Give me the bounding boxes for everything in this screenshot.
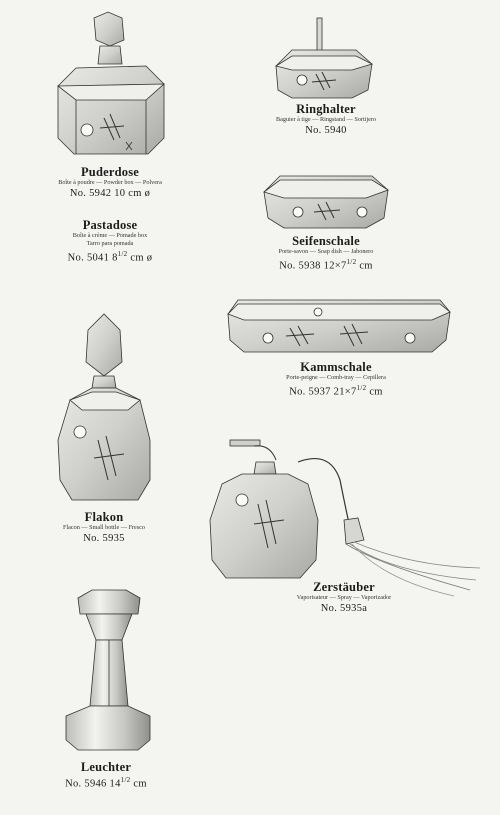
seifenschale-number-fraction: 1/2: [346, 258, 357, 266]
leuchter-caption: [6, 760, 206, 791]
kammschale-number-suffix: cm: [366, 386, 383, 398]
pastadose-number: [10, 248, 210, 265]
ringhalter-subtitle: Baguier à tige — Ringstand — Sortijero: [275, 116, 376, 123]
leuchter-illustration: [66, 590, 150, 750]
flakon-subtitle: Flacon — Small bottle — Fresco: [63, 524, 145, 531]
seifenschale-subtitle: Porte-savon — Soap dish — Jabonero: [278, 248, 374, 255]
leuchter-title: Leuchter: [80, 760, 132, 774]
pastadose-number-fraction: 1/2: [117, 250, 128, 258]
puderdose-title: Puderdose: [80, 165, 140, 179]
kammschale-subtitle: Porte-peigne — Comb-tray — Cepillera: [286, 374, 386, 381]
seifenschale-illustration: [264, 176, 388, 228]
puderdose-illustration: [58, 12, 164, 154]
leuchter-number-prefix: No. 5946 14: [65, 778, 121, 790]
seifenschale-number: [226, 256, 426, 273]
ringhalter-caption: [226, 102, 426, 137]
kammschale-number-fraction: 1/2: [356, 384, 367, 392]
flakon-caption: [4, 510, 204, 545]
kammschale-caption: [236, 360, 436, 399]
pastadose-subtitle-2: Tarro para pomada: [86, 240, 134, 247]
leuchter-number-suffix: cm: [130, 778, 147, 790]
ringhalter-number: No. 5940: [305, 125, 347, 136]
leuchter-number-fraction: 1/2: [120, 776, 131, 784]
pastadose-number-suffix: cm ø: [127, 252, 153, 264]
pastadose-title: Pastadose: [82, 218, 138, 232]
zerstaeuber-caption: [244, 580, 444, 615]
ringhalter-illustration: [276, 18, 372, 98]
seifenschale-caption: [226, 234, 426, 273]
flakon-number: No. 5935: [83, 533, 125, 544]
seifenschale-number-prefix: No. 5938 12×7: [279, 260, 347, 272]
puderdose-subtitle: Boîte à poudre — Powder box — Polvera: [58, 179, 162, 186]
kammschale-illustration: [228, 300, 450, 352]
pastadose-caption: [10, 218, 210, 265]
puderdose-number: No. 5942 10 cm ø: [69, 188, 151, 199]
flakon-illustration: [58, 314, 150, 500]
zerstaeuber-title: Zerstäuber: [313, 580, 375, 594]
pastadose-number-prefix: No. 5041 8: [67, 252, 118, 264]
kammschale-number: [236, 382, 436, 399]
flakon-title: Flakon: [84, 510, 124, 524]
kammschale-number-prefix: No. 5937 21×7: [289, 386, 357, 398]
leuchter-number: [6, 774, 206, 791]
zerstaeuber-number: No. 5935a: [320, 603, 368, 614]
ringhalter-title: Ringhalter: [296, 102, 356, 116]
seifenschale-number-suffix: cm: [356, 260, 373, 272]
kammschale-title: Kammschale: [300, 360, 372, 374]
zerstaeuber-illustration: [210, 440, 480, 596]
seifenschale-title: Seifenschale: [292, 234, 360, 248]
puderdose-caption: [10, 165, 210, 200]
zerstaeuber-subtitle: Vaporisateur — Spray — Vaporizador: [296, 594, 392, 601]
pastadose-subtitle: Boîte à crème — Pomade box: [72, 232, 148, 239]
